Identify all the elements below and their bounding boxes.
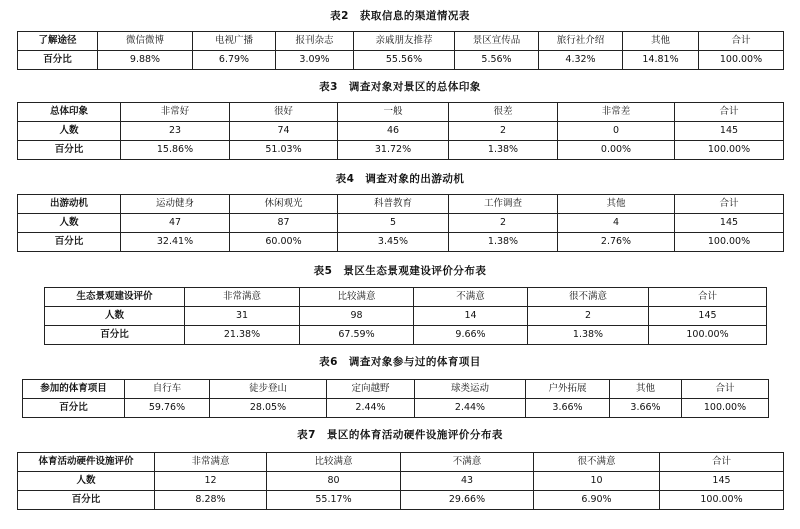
table-cell: 报刊杂志 — [276, 32, 354, 51]
table-cell: 亲戚朋友推荐 — [354, 32, 455, 51]
table-row — [45, 307, 767, 326]
table-row — [23, 380, 769, 399]
table-cell: 其他 — [558, 195, 675, 214]
table-cell: 46 — [338, 122, 449, 141]
table-cell: 80 — [267, 472, 401, 491]
table-cell: 一般 — [338, 103, 449, 122]
table-cell: 55.17% — [267, 491, 401, 510]
table-cell: 28.05% — [210, 399, 327, 418]
table-row — [18, 195, 784, 214]
table-cell: 100.00% — [649, 326, 767, 345]
table-cell: 145 — [675, 122, 784, 141]
table-cell: 31.72% — [338, 141, 449, 160]
table-cell: 电视广播 — [193, 32, 276, 51]
table-cell: 43 — [401, 472, 534, 491]
table-cell: 14 — [414, 307, 528, 326]
table-cell: 100.00% — [675, 141, 784, 160]
table-cell: 徒步登山 — [210, 380, 327, 399]
table-cell: 了解途径 — [18, 32, 98, 51]
table-row — [18, 122, 784, 141]
table-cell: 参加的体育项目 — [23, 380, 125, 399]
table-cell: 10 — [534, 472, 660, 491]
table-cell: 2 — [528, 307, 649, 326]
table-cell: 合计 — [675, 103, 784, 122]
table-cell: 3.09% — [276, 51, 354, 70]
table-cell: 工作调查 — [449, 195, 558, 214]
table-cell: 旅行社介绍 — [539, 32, 623, 51]
table-cell: 12 — [155, 472, 267, 491]
table-cell: 67.59% — [300, 326, 414, 345]
table-cell: 比较满意 — [267, 453, 401, 472]
table-cell: 人数 — [18, 214, 121, 233]
table-cell: 其他 — [610, 380, 682, 399]
table-cell: 3.66% — [610, 399, 682, 418]
table-cell: 合计 — [649, 288, 767, 307]
table-cell: 3.66% — [526, 399, 610, 418]
table-cell: 非常满意 — [185, 288, 300, 307]
table-cell: 人数 — [18, 122, 121, 141]
table-cell: 人数 — [45, 307, 185, 326]
table-cell: 其他 — [623, 32, 699, 51]
table-cell: 14.81% — [623, 51, 699, 70]
table-cell: 百分比 — [45, 326, 185, 345]
table-cell: 145 — [660, 472, 784, 491]
sports-table — [22, 379, 769, 418]
table-caption: 表3 调查对象对景区的总体印象 — [319, 81, 481, 93]
table-cell: 55.56% — [354, 51, 455, 70]
table-cell: 不满意 — [414, 288, 528, 307]
table-cell: 100.00% — [699, 51, 784, 70]
table-row — [18, 491, 784, 510]
table-cell: 很不满意 — [534, 453, 660, 472]
table-row — [23, 399, 769, 418]
table-cell: 体育活动硬件设施评价 — [18, 453, 155, 472]
table-cell: 比较满意 — [300, 288, 414, 307]
table-cell: 出游动机 — [18, 195, 121, 214]
table-cell: 3.45% — [338, 233, 449, 252]
table-cell: 87 — [230, 214, 338, 233]
table-row — [18, 472, 784, 491]
table-cell: 合计 — [660, 453, 784, 472]
channel-table — [17, 31, 784, 70]
table-cell: 98 — [300, 307, 414, 326]
table-cell: 2 — [449, 122, 558, 141]
impression-table — [17, 102, 784, 160]
table-cell: 5.56% — [455, 51, 539, 70]
table-cell: 很好 — [230, 103, 338, 122]
table-cell: 自行车 — [125, 380, 210, 399]
table-cell: 0 — [558, 122, 675, 141]
table-cell: 4 — [558, 214, 675, 233]
table-cell: 4.32% — [539, 51, 623, 70]
table-caption: 表5 景区生态景观建设评价分布表 — [313, 265, 487, 277]
table-cell: 29.66% — [401, 491, 534, 510]
table-caption: 表7 景区的体育活动硬件设施评价分布表 — [297, 429, 503, 441]
table-row — [18, 32, 784, 51]
table-row — [18, 214, 784, 233]
table-cell: 74 — [230, 122, 338, 141]
table-cell: 6.79% — [193, 51, 276, 70]
table-cell: 合计 — [682, 380, 769, 399]
table-cell: 微信微博 — [98, 32, 193, 51]
table-row — [18, 141, 784, 160]
table-cell: 145 — [649, 307, 767, 326]
table-cell: 球类运动 — [415, 380, 526, 399]
table-cell: 休闲观光 — [230, 195, 338, 214]
table-cell: 百分比 — [18, 51, 98, 70]
table-cell: 很不满意 — [528, 288, 649, 307]
table-cell: 总体印象 — [18, 103, 121, 122]
table-cell: 户外拓展 — [526, 380, 610, 399]
table-cell: 23 — [121, 122, 230, 141]
table-caption: 表2 获取信息的渠道情况表 — [330, 10, 470, 22]
table-cell: 运动健身 — [121, 195, 230, 214]
table-cell: 2.76% — [558, 233, 675, 252]
table-cell: 1.38% — [449, 233, 558, 252]
table-cell: 人数 — [18, 472, 155, 491]
table-cell: 1.38% — [449, 141, 558, 160]
motivation-table — [17, 194, 784, 252]
table-cell: 2.44% — [415, 399, 526, 418]
table-row — [18, 453, 784, 472]
table-cell: 6.90% — [534, 491, 660, 510]
table-cell: 科普教育 — [338, 195, 449, 214]
table-cell: 生态景观建设评价 — [45, 288, 185, 307]
table-cell: 47 — [121, 214, 230, 233]
table-row — [18, 103, 784, 122]
table-cell: 59.76% — [125, 399, 210, 418]
table-cell: 9.66% — [414, 326, 528, 345]
table-cell: 5 — [338, 214, 449, 233]
table-cell: 定向越野 — [327, 380, 415, 399]
table-cell: 景区宣传品 — [455, 32, 539, 51]
table-cell: 100.00% — [675, 233, 784, 252]
table-cell: 2 — [449, 214, 558, 233]
table-cell: 不满意 — [401, 453, 534, 472]
table-cell: 2.44% — [327, 399, 415, 418]
table-cell: 很差 — [449, 103, 558, 122]
table-cell: 非常满意 — [155, 453, 267, 472]
table-cell: 百分比 — [18, 233, 121, 252]
table-cell: 百分比 — [18, 141, 121, 160]
table-cell: 百分比 — [23, 399, 125, 418]
table-cell: 合计 — [675, 195, 784, 214]
table-cell: 合计 — [699, 32, 784, 51]
table-caption: 表4 调查对象的出游动机 — [335, 173, 465, 185]
table-cell: 9.88% — [98, 51, 193, 70]
table-cell: 32.41% — [121, 233, 230, 252]
table-cell: 145 — [675, 214, 784, 233]
table-cell: 31 — [185, 307, 300, 326]
table-cell: 8.28% — [155, 491, 267, 510]
ecology-rating-table — [44, 287, 767, 345]
table-cell: 非常差 — [558, 103, 675, 122]
table-cell: 1.38% — [528, 326, 649, 345]
table-row — [45, 326, 767, 345]
table-row — [45, 288, 767, 307]
table-cell: 51.03% — [230, 141, 338, 160]
table-cell: 非常好 — [121, 103, 230, 122]
table-cell: 21.38% — [185, 326, 300, 345]
table-cell: 百分比 — [18, 491, 155, 510]
table-caption: 表6 调查对象参与过的体育项目 — [319, 356, 481, 368]
table-row — [18, 51, 784, 70]
table-cell: 60.00% — [230, 233, 338, 252]
table-cell: 0.00% — [558, 141, 675, 160]
facility-rating-table — [17, 452, 784, 510]
table-cell: 100.00% — [660, 491, 784, 510]
table-cell: 100.00% — [682, 399, 769, 418]
table-cell: 15.86% — [121, 141, 230, 160]
table-row — [18, 233, 784, 252]
